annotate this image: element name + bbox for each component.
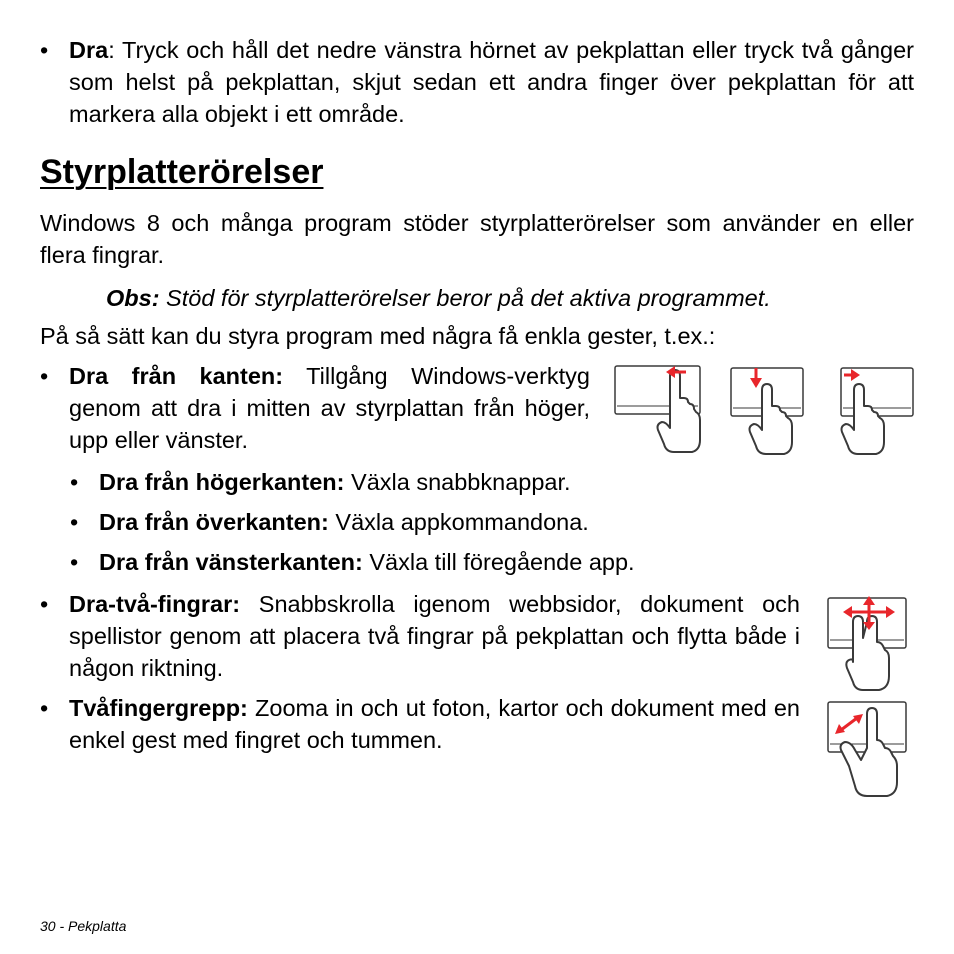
bullet-marker: • <box>70 549 79 575</box>
pinch-term: Tvåfingergrepp: <box>69 695 248 721</box>
swipe-top-edge-icon <box>730 366 820 458</box>
sub-text: Växla appkommandona. <box>328 509 589 535</box>
pinch-zoom-icon <box>827 700 909 798</box>
section-lead: På så sätt kan du styra program med några få enkla gester, t.ex.: <box>40 323 716 349</box>
bullet-marker: • <box>70 469 79 495</box>
drag-term: Dra <box>69 37 109 63</box>
sub-term: Dra från vänsterkanten: <box>99 549 363 575</box>
sub-item-left-edge <box>99 546 635 578</box>
sub-term: Dra från överkanten: <box>99 509 329 535</box>
drag-text: : Tryck och håll det nedre vänstra hörnet av pekplattan eller tryck två gånger som helst på pekplattan, skjut sedan ett andra finger över pekplattan för att markera alla objekt i ett område. <box>69 37 914 127</box>
edge-swipe-text: Tillgång Windows-verktyg genom att dra i mitten av styrplattan från höger, upp eller vänster. <box>69 363 590 453</box>
two-finger-paragraph <box>69 588 800 684</box>
sub-item-top-edge <box>99 506 589 538</box>
bullet-marker: • <box>70 509 79 535</box>
swipe-right-edge-icon <box>614 364 704 456</box>
edge-swipe-paragraph <box>69 360 590 456</box>
section-intro: Windows 8 och många program stöder styrplatterörelser som använder en eller flera fingrar. <box>40 210 914 268</box>
note-label: Obs: <box>106 285 160 311</box>
bullet-marker: • <box>40 695 49 721</box>
pinch-text: Zooma in och ut foton, kartor och dokument med en enkel gest med fingret och tummen. <box>69 695 800 753</box>
sub-item-right-edge <box>99 466 571 498</box>
sub-term: Dra från högerkanten: <box>99 469 345 495</box>
two-finger-scroll-icon <box>827 596 909 692</box>
note <box>106 283 771 313</box>
sub-text: Växla till föregående app. <box>362 549 635 575</box>
bullet-marker: • <box>40 37 49 63</box>
edge-swipe-term: Dra från kanten: <box>69 363 284 389</box>
page-footer: 30 - Pekplatta <box>40 918 127 934</box>
note-text: Stöd för styrplatterörelser beror på det aktiva programmet. <box>159 285 771 311</box>
two-finger-text: Snabbskrolla igenom webbsidor, dokument och spellistor genom att placera två fingrar på pekplattan och flytta både i någon riktning. <box>69 591 800 681</box>
two-finger-term: Dra-två-fingrar: <box>69 591 241 617</box>
drag-paragraph <box>69 34 914 130</box>
sub-text: Växla snabbknappar. <box>344 469 571 495</box>
pinch-paragraph <box>69 692 800 756</box>
section-title: Styrplatterörelser <box>40 153 324 191</box>
bullet-marker: • <box>40 363 49 389</box>
swipe-left-edge-icon <box>840 366 930 458</box>
bullet-marker: • <box>40 591 49 617</box>
